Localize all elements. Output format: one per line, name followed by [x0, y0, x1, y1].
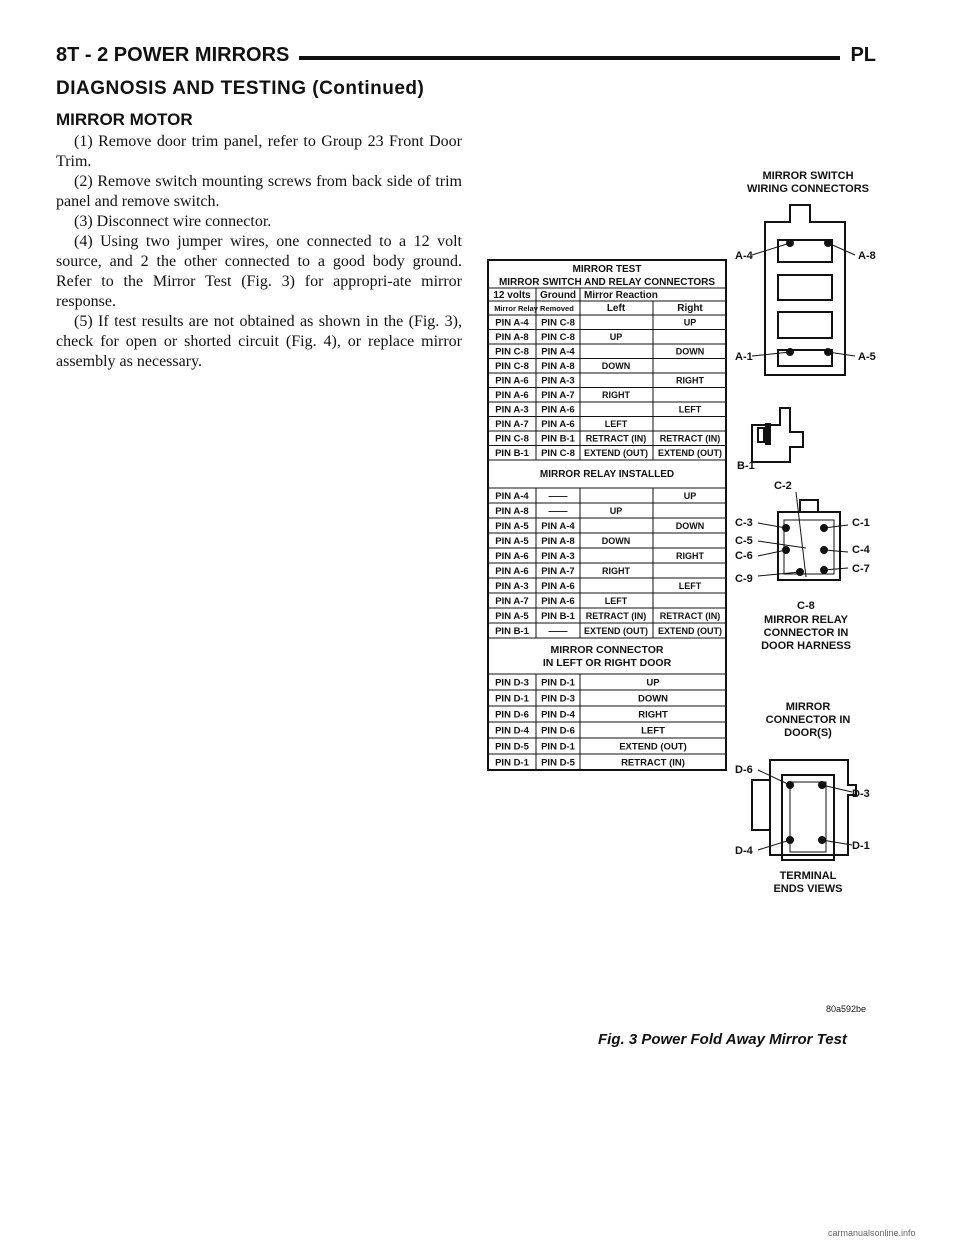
table-cell: PIN A-6 — [495, 375, 529, 387]
pin-c2-label: C-2 — [774, 480, 792, 492]
table-cell: PIN A-3 — [541, 375, 575, 387]
pin-d1-label: D-1 — [852, 840, 870, 852]
door-connector-label-2: CONNECTOR IN — [765, 714, 851, 726]
table-cell: RETRACT (IN) — [659, 433, 721, 444]
step-5: (5) If test results are not obtained as shown in the (Fig. 3), check for open or shorted circuit (Fig. 4), or replace mirror assembly as necessary. — [56, 313, 462, 370]
table-cell: EXTEND (OUT) — [619, 741, 687, 753]
table-cell: DOWN — [675, 346, 705, 357]
table-cell: PIN D-6 — [541, 725, 575, 737]
table-title: MIRROR TEST — [572, 264, 642, 275]
pin-c5-label: C-5 — [735, 535, 753, 547]
door-connector-drawing — [752, 760, 856, 860]
table-cell: PIN A-7 — [495, 418, 529, 430]
table-cell: PIN A-4 — [495, 317, 529, 329]
table-cell: PIN A-5 — [495, 535, 529, 547]
relay-removed-label: Mirror Relay Removed — [494, 304, 574, 313]
table-cell: PIN A-4 — [541, 346, 575, 358]
table-cell: PIN A-7 — [495, 595, 529, 607]
header-left: 8T - 2 POWER MIRRORS — [56, 44, 299, 67]
b1-connector-drawing — [752, 408, 803, 462]
table-cell: PIN C-8 — [495, 433, 529, 445]
table-cell: PIN D-5 — [541, 757, 575, 769]
step-4: (4) Using two jumper wires, one connected to a 12 volt source, and 2 the other connected to a good body ground. Refer to the Mirror Test (Fig. 3) for appropri-ate mirror response. — [56, 233, 462, 310]
step-1: (1) Remove door trim panel, refer to Group 23 Front Door Trim. — [56, 133, 462, 170]
table-cell: LEFT — [604, 418, 628, 429]
pin-d3-label: D-3 — [852, 788, 870, 800]
table-cell: PIN A-3 — [495, 404, 529, 416]
table-cell: LEFT — [641, 725, 665, 737]
table-cell: UP — [609, 505, 623, 516]
table-cell: PIN D-1 — [541, 741, 575, 753]
table-cell: RIGHT — [602, 565, 630, 576]
pin-c9-label: C-9 — [735, 573, 753, 585]
table-cell: UP — [646, 677, 660, 689]
table-cell: PIN A-8 — [495, 505, 529, 517]
table-cell: PIN D-1 — [541, 677, 575, 689]
terminal-label-1: TERMINAL — [779, 870, 837, 882]
figure-code: 80a592be — [826, 1004, 867, 1014]
table-cell: PIN B-1 — [495, 625, 529, 637]
table-cell: —— — [548, 490, 568, 502]
table-cell: PIN D-3 — [495, 677, 529, 689]
relay-installed-label: MIRROR RELAY INSTALLED — [539, 469, 675, 480]
table-cell: PIN A-4 — [495, 490, 529, 502]
table-cell: DOWN — [601, 535, 631, 546]
table-cell: PIN A-6 — [495, 550, 529, 562]
table-cell: LEFT — [678, 580, 702, 591]
table-subtitle: MIRROR SWITCH AND RELAY CONNECTORS — [498, 277, 716, 288]
table-cell: PIN D-4 — [495, 725, 529, 737]
table-cell: PIN A-3 — [495, 580, 529, 592]
table-cell: PIN A-7 — [541, 565, 575, 577]
subsection-title: MIRROR MOTOR — [56, 110, 193, 129]
pin-c8-label: C-8 — [797, 600, 815, 612]
table-cell: PIN D-6 — [495, 709, 529, 721]
pin-d4-label: D-4 — [735, 845, 753, 857]
table-cell: RETRACT (IN) — [621, 757, 685, 769]
door-connector-label-3: DOOR(S) — [784, 727, 832, 739]
switch-connector-drawing — [752, 205, 855, 375]
table-cell: PIN A-8 — [541, 360, 575, 372]
pin-a8-label: A-8 — [858, 250, 876, 262]
col-reaction: Mirror Reaction — [584, 290, 658, 301]
table-cell: RETRACT (IN) — [659, 610, 721, 621]
col-12v: 12 volts — [493, 290, 531, 301]
table-cell: UP — [609, 331, 623, 342]
col-right: Right — [677, 303, 703, 314]
pin-c6-label: C-6 — [735, 550, 753, 562]
table-cell: PIN A-8 — [495, 331, 529, 343]
table-cell: PIN D-1 — [495, 757, 529, 769]
watermark: carmanualsonline.info — [828, 1228, 916, 1238]
table-cell: EXTEND (OUT) — [584, 625, 648, 636]
pin-c4-label: C-4 — [852, 544, 870, 556]
relay-connector-drawing — [758, 492, 848, 580]
door-connector-label-1: MIRROR — [785, 701, 831, 713]
table-cell: DOWN — [601, 360, 631, 371]
pin-a1-label: A-1 — [735, 351, 753, 363]
mirror-connector-title-2: IN LEFT OR RIGHT DOOR — [542, 657, 672, 669]
table-cell: PIN A-6 — [541, 418, 575, 430]
relay-connector-label-2: CONNECTOR IN — [763, 627, 849, 639]
table-cell: RIGHT — [676, 550, 704, 561]
table-cell: RIGHT — [602, 389, 630, 400]
table-cell: PIN D-5 — [495, 741, 529, 753]
switch-connector-label-2: WIRING CONNECTORS — [746, 183, 870, 195]
switch-connector-label-1: MIRROR SWITCH — [762, 170, 854, 182]
table-cell: —— — [548, 625, 568, 637]
pin-c3-label: C-3 — [735, 517, 753, 529]
table-cell: UP — [683, 317, 697, 328]
table-cell: PIN D-4 — [541, 709, 575, 721]
table-cell: EXTEND (OUT) — [584, 447, 648, 458]
table-cell: RETRACT (IN) — [585, 610, 647, 621]
col-ground: Ground — [539, 290, 577, 301]
pin-c1-label: C-1 — [852, 517, 870, 529]
terminal-label-2: ENDS VIEWS — [773, 883, 843, 895]
relay-connector-label-1: MIRROR RELAY — [764, 614, 848, 626]
table-cell: PIN A-4 — [541, 520, 575, 532]
table-cell: PIN B-1 — [541, 433, 575, 445]
table-cell: PIN C-8 — [541, 317, 575, 329]
table-cell: PIN A-7 — [541, 389, 575, 401]
table-cell: PIN A-6 — [495, 389, 529, 401]
pin-a5-label: A-5 — [858, 351, 876, 363]
table-cell: EXTEND (OUT) — [658, 625, 722, 636]
table-cell: LEFT — [678, 404, 702, 415]
table-cell: EXTEND (OUT) — [658, 447, 722, 458]
step-3: (3) Disconnect wire connector. — [74, 213, 272, 230]
table-cell: PIN C-8 — [495, 346, 529, 358]
table-cell: RIGHT — [638, 709, 668, 721]
table-cell: PIN A-6 — [495, 565, 529, 577]
table-cell: PIN B-1 — [541, 610, 575, 622]
table-cell: RETRACT (IN) — [585, 433, 647, 444]
table-cell: PIN C-8 — [495, 360, 529, 372]
mirror-connector-title-1: MIRROR CONNECTOR — [550, 644, 664, 656]
pin-c7-label: C-7 — [852, 563, 870, 575]
table-cell: PIN A-6 — [541, 404, 575, 416]
col-left: Left — [606, 303, 626, 314]
table-cell: PIN A-8 — [541, 535, 575, 547]
table-cell: PIN D-3 — [541, 693, 575, 705]
mirror-test-table — [488, 260, 726, 770]
header-right: PL — [840, 44, 876, 67]
table-cell: PIN A-6 — [541, 595, 575, 607]
pin-b1-label: B-1 — [737, 460, 755, 472]
table-cell: PIN C-8 — [541, 331, 575, 343]
table-cell: PIN A-5 — [495, 610, 529, 622]
table-cell: PIN D-1 — [495, 693, 529, 705]
table-cell: PIN C-8 — [541, 447, 575, 459]
table-cell: PIN A-3 — [541, 550, 575, 562]
table-cell: DOWN — [637, 693, 669, 705]
table-cell: PIN A-5 — [495, 520, 529, 532]
table-cell: DOWN — [675, 520, 705, 531]
table-cell: RIGHT — [676, 375, 704, 386]
table-cell: PIN A-6 — [541, 580, 575, 592]
table-cell: UP — [683, 490, 697, 501]
relay-connector-label-3: DOOR HARNESS — [761, 640, 851, 652]
table-cell: —— — [548, 505, 568, 517]
table-cell: PIN B-1 — [495, 447, 529, 459]
step-2: (2) Remove switch mounting screws from back side of trim panel and remove switch. — [56, 173, 462, 210]
pin-d6-label: D-6 — [735, 764, 753, 776]
pin-a4-label: A-4 — [735, 250, 753, 262]
figure-caption: Fig. 3 Power Fold Away Mirror Test — [598, 1031, 847, 1048]
section-title: DIAGNOSIS AND TESTING (Continued) — [56, 78, 425, 99]
table-cell: LEFT — [604, 595, 628, 606]
